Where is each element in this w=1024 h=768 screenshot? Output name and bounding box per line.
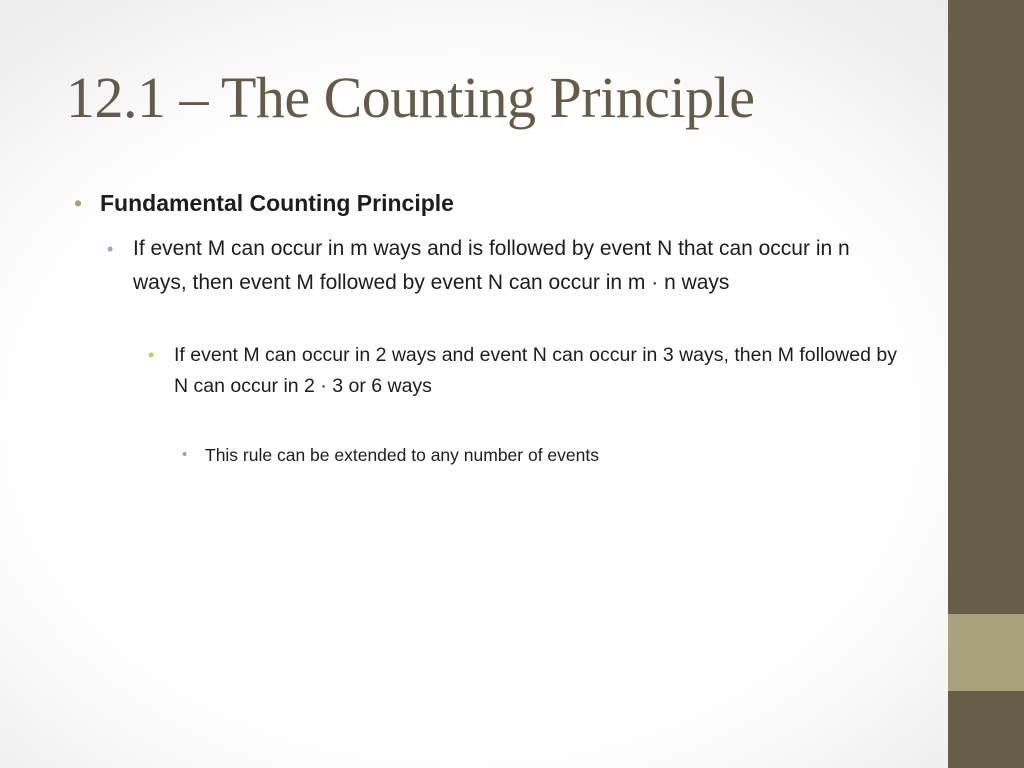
side-bar-accent-segment xyxy=(948,614,1024,691)
slide-title: 12.1 – The Counting Principle xyxy=(66,65,755,130)
bullet-list xyxy=(74,186,914,468)
bullet-text: If event M can occur in m ways and is followed by event N that can occur in n ways, then event M followed by event N can occur in m · n ways xyxy=(133,237,850,294)
bullet-text: Fundamental Counting Principle xyxy=(100,190,454,216)
bullet-level-2 xyxy=(107,232,893,300)
side-bar-dark-segment xyxy=(948,0,1024,614)
bullet-level-3 xyxy=(148,340,904,402)
bullet-level-1 xyxy=(74,186,914,220)
bullet-level-4 xyxy=(182,442,885,468)
bullet-marker: • xyxy=(148,345,155,365)
bullet-text: This rule can be extended to any number of events xyxy=(205,445,599,465)
bullet-marker: • xyxy=(182,446,188,463)
bullet-marker: • xyxy=(74,190,83,216)
bullet-text: If event M can occur in 2 ways and event N can occur in 3 ways, then M followed by N can occur in 2 · 3 or 6 ways xyxy=(174,344,897,397)
decorative-side-bar xyxy=(948,0,1024,768)
side-bar-dark-segment xyxy=(948,691,1024,768)
bullet-marker: • xyxy=(107,239,114,259)
